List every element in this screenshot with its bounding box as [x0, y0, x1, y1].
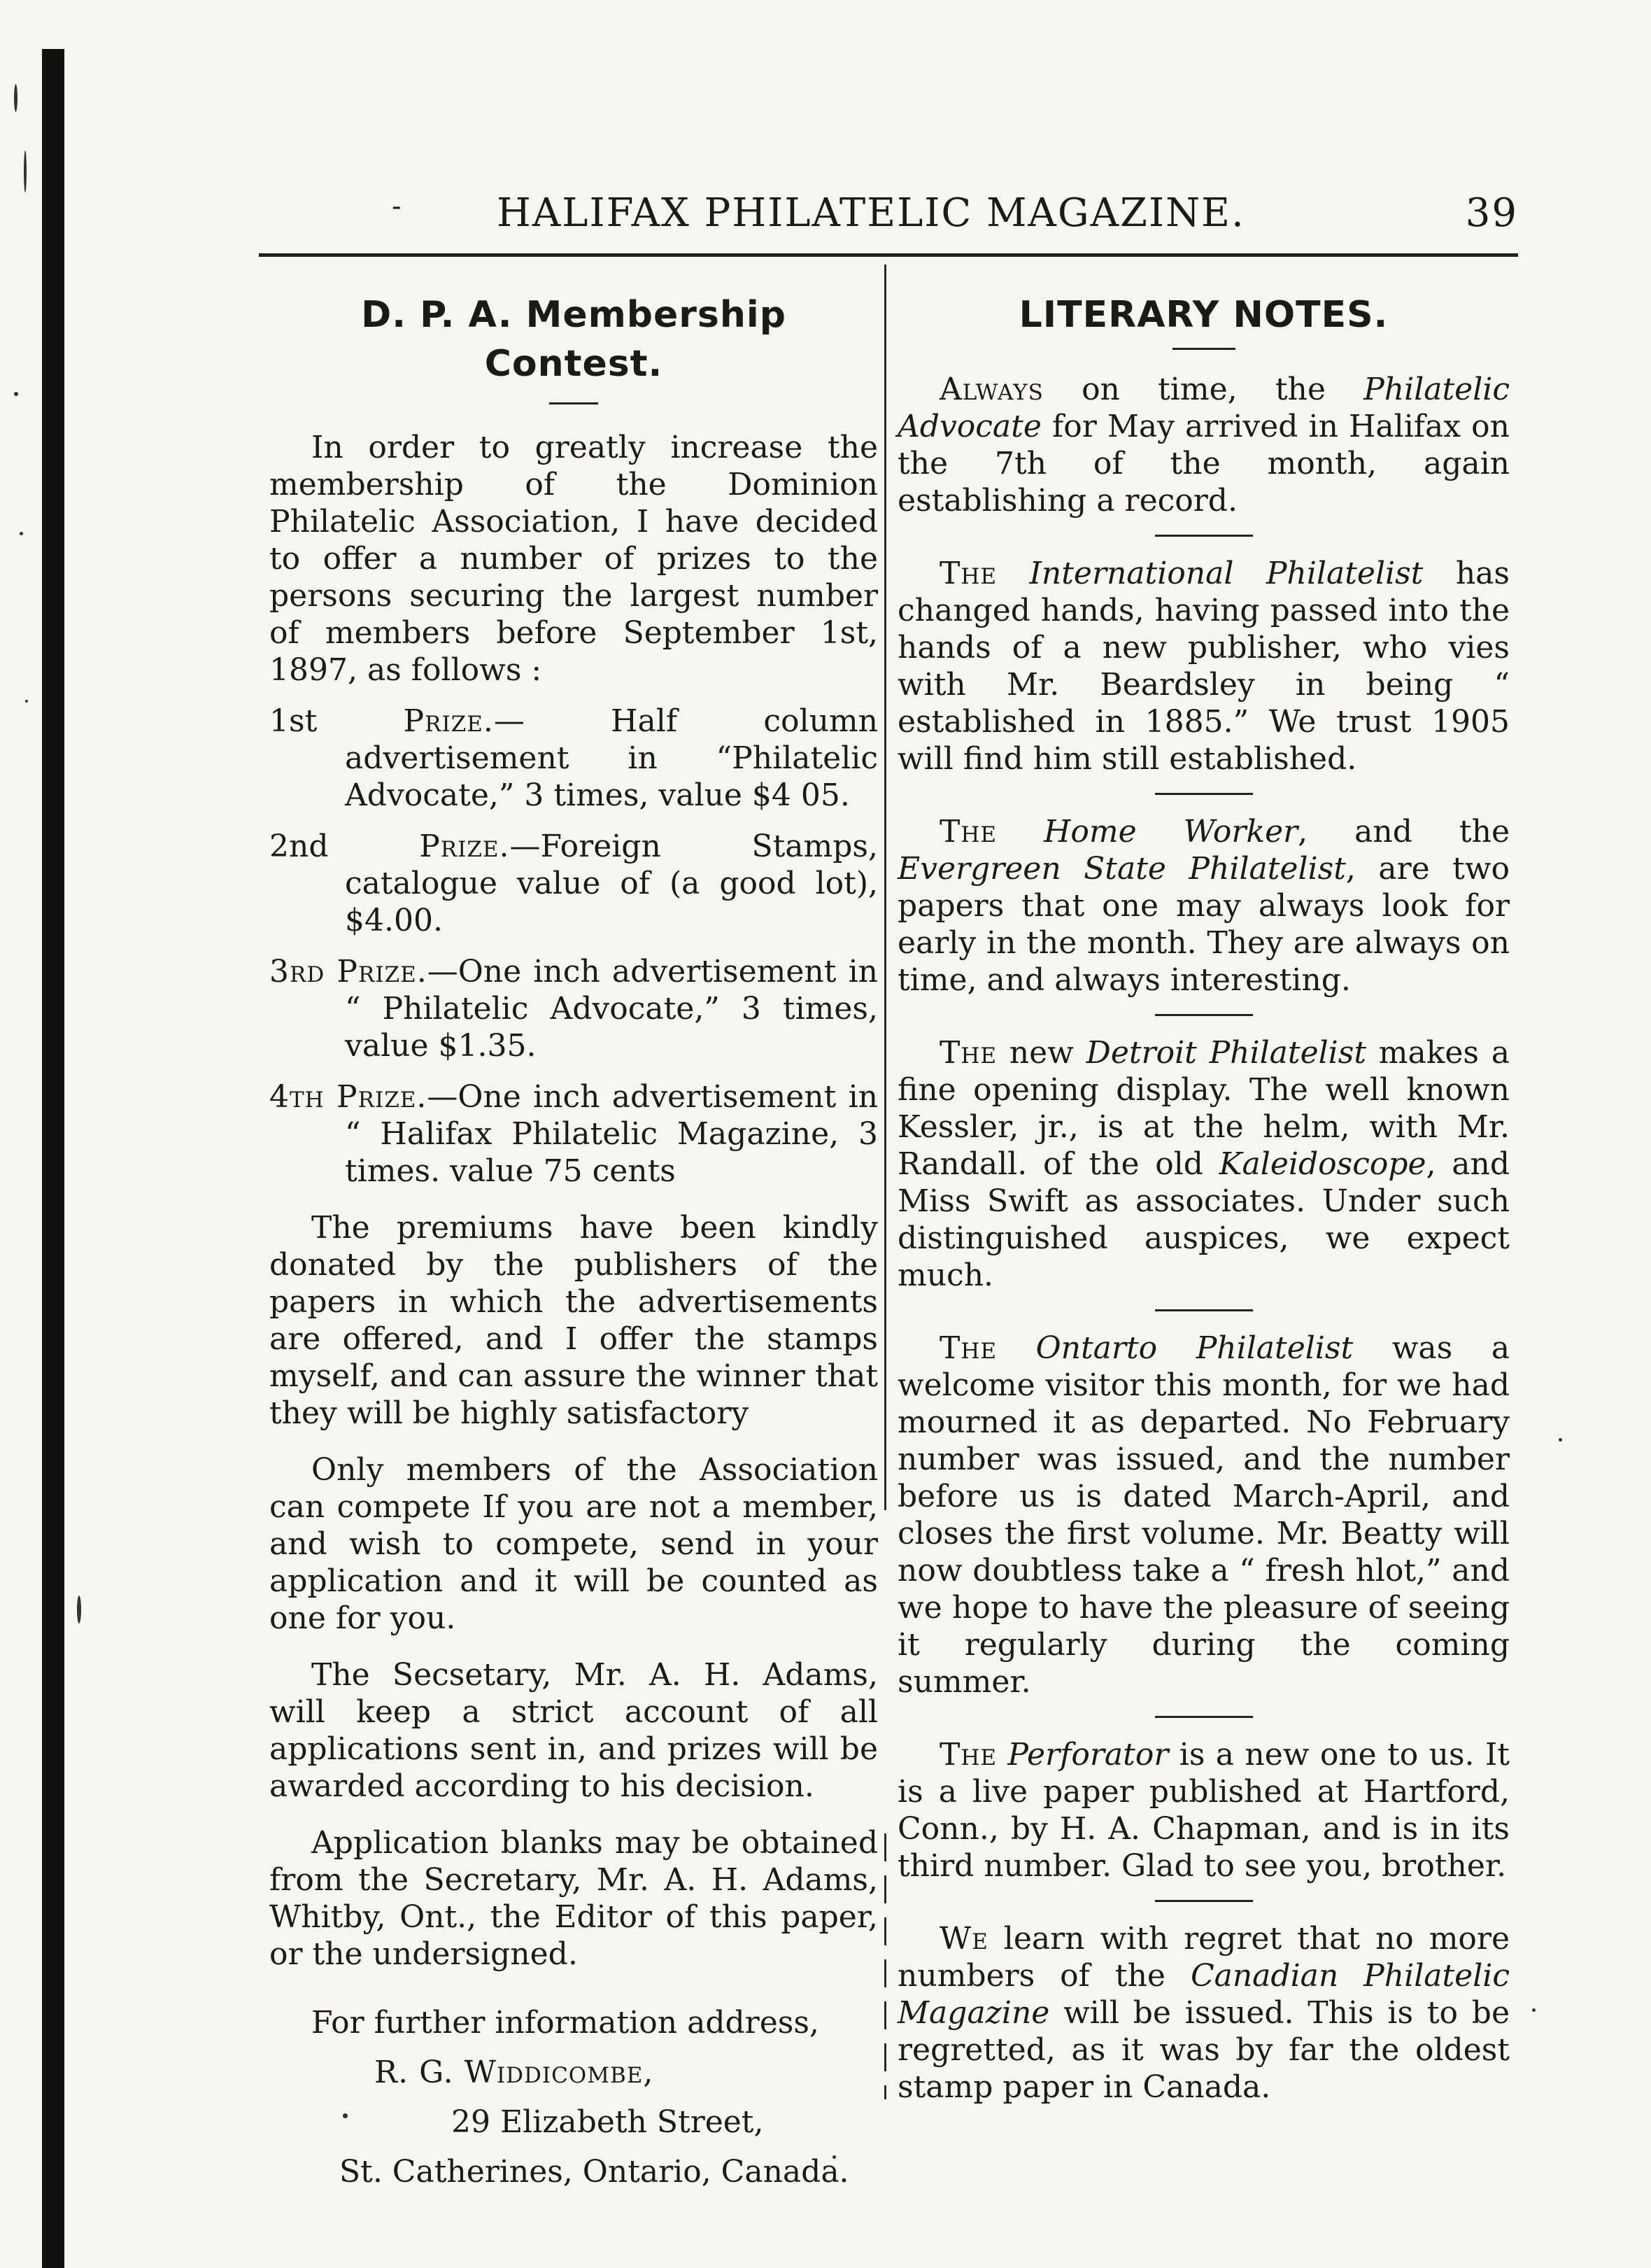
note-text: learn with regret that no more numbers of the [898, 1921, 1510, 1994]
members-paragraph: Only members of the Association can compete If you are not a member, and wish to compete, send in your application and it will be counted as one for you. [269, 1452, 878, 1636]
left-column [269, 276, 878, 2190]
prize-label: Prize. [419, 829, 510, 864]
literary-note [898, 1736, 1510, 1885]
prize-text: —One inch advertisement in “ Philatelic Advocate,” 3 times, value $1.35. [345, 954, 878, 1064]
note-separator [1155, 535, 1253, 537]
note-lead: The [940, 1737, 998, 1773]
publication-title: International Philatelist [1029, 556, 1424, 591]
page-number: 39 [1465, 190, 1518, 236]
prize-label: Prize. [336, 1079, 427, 1115]
literary-note [898, 813, 1510, 999]
header-dash: - [392, 190, 403, 223]
publication-title: Detroit Philatelist [1086, 1035, 1367, 1071]
literary-note [898, 1920, 1510, 2106]
literary-notes-heading: LITERARY NOTES. [1019, 294, 1389, 336]
note-text [997, 1737, 1007, 1773]
prize-rank: 2nd [269, 829, 329, 864]
address-intro: For further information address, [311, 2005, 819, 2041]
note-text: , and the [1298, 814, 1510, 850]
note-text: is a new one to us. It is a live paper published at Hartford, Conn., by H. A. Chapman, and is in its third number. Glad to see you, brother. [898, 1737, 1510, 1884]
note-lead: The [940, 814, 998, 850]
note-lead: We [940, 1921, 989, 1957]
literary-note [898, 1330, 1510, 1700]
prize-item [269, 1078, 878, 1190]
blanks-paragraph: Application blanks may be obtained from the Secretary, Mr. A. H. Adams, Whitby, Ont., the Editor of this paper, or the undersigned. [269, 1825, 878, 1972]
magazine-title: HALIFAX PHILATELIC MAGAZINE. [497, 190, 1245, 236]
column-divider-dashed [884, 1833, 886, 2099]
literary-notes-list [898, 371, 1510, 2106]
heading-rule [1172, 348, 1235, 350]
note-text: was a welcome visitor this month, for we had mourned it as departed. No February number was issued, and the number before us is dated March-April, and closes the first volume. Mr. Beatty will now doubtless take a “ fresh hlot,” and we hope to have the pleasure of seeing it regularly during the coming summer. [898, 1330, 1510, 1700]
literary-note [898, 371, 1510, 519]
contest-heading: D. P. A. Membership Contest. [361, 294, 786, 385]
note-separator [1155, 1716, 1253, 1718]
note-text: on time, the [1043, 372, 1364, 407]
header-rule [259, 253, 1518, 257]
note-text: for May arrived in Halifax on the 7th of the month, again establishing a record. [898, 409, 1510, 519]
note-text: makes a fine opening display. The well known Kessler, jr., is at the helm, with Mr. Randall. of the old [898, 1035, 1510, 1182]
prize-text: —One inch advertisement in “ Halifax Philatelic Magazine, 3 times. value 75 cents [345, 1079, 878, 1189]
publication-title: Ontarto Philatelist [1035, 1330, 1354, 1366]
contest-intro: In order to greatly increase the membership of the Dominion Philatelic Association, I have decided to offer a number of prizes to the persons securing the largest number of members before September 1st, 1897, as follows : [269, 430, 878, 688]
note-text: , are two papers that one may always look for early in the month. They are always on time, and always interesting. [898, 851, 1510, 998]
right-column [898, 276, 1510, 2106]
note-separator [1155, 1900, 1253, 1902]
binding-edge [42, 49, 64, 2268]
prize-rank: 3rd [269, 954, 325, 989]
column-divider [884, 265, 886, 1510]
secretary-paragraph: The Secsetary, Mr. A. H. Adams, will keep a strict account of all applications sent in, and prizes will be awarded according to his decision. [269, 1657, 878, 1804]
publication-title: Philatelic Advocate [898, 372, 1510, 444]
publication-title: Evergreen State Philatelist [898, 851, 1346, 887]
note-lead: The [940, 556, 998, 591]
literary-note [898, 1034, 1510, 1294]
address-city: St. Catherines, Ontario, Canada. [339, 2154, 849, 2190]
note-text [997, 556, 1029, 591]
note-lead: The [940, 1035, 998, 1071]
note-text: will be issued. This is to be regretted, as it was by far the oldest stamp paper in Canada. [898, 1995, 1510, 2105]
heading-rule [549, 402, 598, 404]
prize-label: Prize. [336, 954, 427, 989]
publication-title: Home Worker [1044, 814, 1298, 850]
note-separator [1155, 1309, 1253, 1311]
prize-rank: 1st [269, 703, 318, 739]
prize-item [269, 953, 878, 1064]
prize-label: Prize. [403, 703, 494, 739]
note-text: new [997, 1035, 1086, 1071]
publication-title: Kaleidoscope [1219, 1146, 1426, 1182]
note-separator [1155, 793, 1253, 795]
literary-note [898, 555, 1510, 777]
prize-text: —Foreign Stamps, catalogue value of (a good lot), $4.00. [345, 829, 878, 938]
note-text [997, 1330, 1036, 1366]
note-lead: The [940, 1330, 998, 1366]
address-street: 29 Elizabeth Street, [451, 2104, 764, 2140]
note-separator [1155, 1014, 1253, 1016]
prize-item [269, 828, 878, 939]
address-name: R. G. Widdicombe, [374, 2055, 654, 2090]
note-text: has changed hands, having passed into the hands of a new publisher, who vies with Mr. Beardsley in being “ established in 1885.” We trust 1905 will find him still established. [898, 556, 1510, 777]
publication-title: Canadian Philatelic Magazine [898, 1958, 1510, 2031]
premiums-paragraph: The premiums have been kindly donated by the publishers of the papers in which the advertisements are offered, and I offer the stamps myself, and can assure the winner that they will be highly satisfactory [269, 1210, 878, 1431]
running-header [266, 190, 1518, 236]
prize-text: — Half column advertisement in “Philatelic Advocate,” 3 times, value $4 05. [345, 703, 878, 813]
prize-item [269, 703, 878, 814]
note-text: , and Miss Swift as associates. Under such distinguished auspices, we expect much. [898, 1146, 1510, 1293]
note-lead: Always [940, 372, 1044, 407]
note-text [997, 814, 1044, 850]
prize-rank: 4th [269, 1079, 325, 1115]
publication-title: Perforator [1007, 1737, 1169, 1773]
